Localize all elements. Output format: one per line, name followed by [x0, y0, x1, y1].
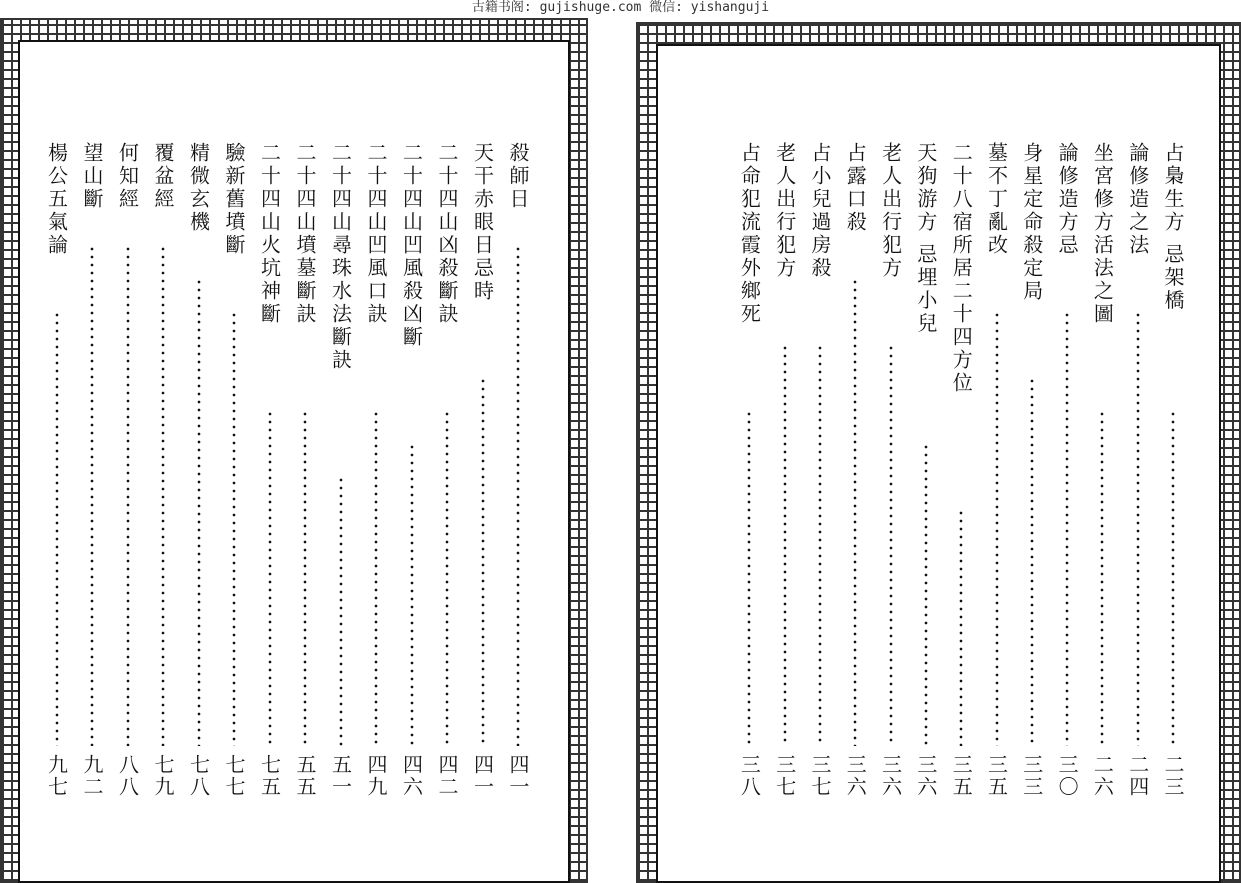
toc-entry-page-number: 三七 [772, 754, 797, 798]
dot-leader [303, 410, 307, 746]
toc-entry-title: 老人出行犯方 [878, 142, 903, 280]
toc-entry [805, 142, 835, 824]
toc-entry-page-number: 七七 [222, 754, 246, 798]
dot-leader [995, 311, 999, 746]
toc-entry-page-number: 五一 [328, 754, 353, 798]
toc-entry-page-number: 三三 [1019, 754, 1044, 798]
toc-entry-title: 何知經 [115, 142, 140, 211]
toc-entry-title: 殺師日 [506, 142, 530, 211]
toc-entry-page-number: 三六 [878, 754, 903, 798]
toc-entry [326, 142, 356, 824]
dot-leader [818, 344, 822, 746]
toc-entry-title: 墓不丁亂改 [984, 142, 1009, 257]
toc-entry-page-number: 三五 [984, 754, 1009, 798]
toc-entry-page-number: 四六 [399, 754, 424, 798]
dot-leader [268, 410, 272, 746]
dot-leader [481, 377, 485, 746]
toc-entry [77, 142, 107, 824]
toc-entry-title: 驗新舊墳斷 [222, 142, 246, 257]
dot-leader [889, 344, 893, 746]
toc-entry [219, 142, 249, 824]
toc-entry-page-number: 四九 [364, 754, 388, 798]
toc-entry [361, 142, 391, 824]
toc-panel-right [656, 44, 1221, 883]
toc-entry [432, 142, 462, 824]
toc-entry [770, 142, 800, 824]
toc-entry [1052, 142, 1082, 824]
toc-entry-title: 占命犯流霞外鄉死 [737, 142, 762, 326]
dot-leader [55, 311, 59, 746]
toc-panel-left [18, 40, 570, 883]
dot-leader [783, 344, 787, 746]
toc-entry-title: 天狗游方 忌埋小兒 [913, 142, 938, 336]
dot-leader [197, 278, 201, 746]
dot-leader [339, 476, 343, 746]
toc-entry [1087, 142, 1117, 824]
toc-entry-title: 占小兒過房殺 [808, 142, 832, 280]
toc-entry [42, 142, 72, 824]
toc-entry-title: 二十四山凹風口訣 [364, 142, 388, 326]
dot-leader [374, 410, 378, 746]
toc-entry [1123, 142, 1153, 824]
toc-entry [503, 142, 533, 824]
toc-entry-page-number: 三六 [843, 754, 868, 798]
toc-entry-page-number: 三八 [737, 754, 762, 798]
toc-entry-title: 論修造之法 [1125, 142, 1150, 257]
dot-leader [410, 443, 414, 746]
toc-entry [840, 142, 870, 824]
toc-entry-page-number: 三〇 [1055, 754, 1080, 798]
toc-entry [1158, 142, 1188, 824]
dot-leader [161, 245, 165, 746]
toc-entry-title: 望山斷 [80, 142, 104, 211]
toc-entry-page-number: 五五 [293, 754, 317, 798]
toc-entry [946, 142, 976, 824]
toc-entry-title: 二十四山凶殺斷訣 [435, 142, 459, 326]
toc-entry-page-number: 七五 [257, 754, 282, 798]
toc-entry [911, 142, 941, 824]
dot-leader [747, 410, 751, 746]
toc-entry-page-number: 二四 [1125, 754, 1150, 798]
toc-entry-title: 二十四山凹風殺凶斷 [399, 142, 424, 349]
toc-entry-title: 二十四山火坑神斷 [257, 142, 282, 326]
toc-entry [184, 142, 214, 824]
toc-entry-title: 二十四山墳墓斷訣 [293, 142, 317, 326]
toc-entry-title: 論修造方忌 [1055, 142, 1080, 257]
toc-entry-title: 占梟生方 忌架橋 [1161, 142, 1185, 313]
dot-leader [1171, 410, 1175, 746]
toc-entry-title: 二十四山尋珠水法斷訣 [328, 142, 353, 372]
toc-entry-page-number: 九二 [80, 754, 104, 798]
dot-leader [232, 311, 236, 746]
toc-entry [113, 142, 143, 824]
toc-entry-page-number: 四一 [470, 754, 495, 798]
left-page [0, 18, 588, 883]
toc-entry-page-number: 二六 [1090, 754, 1115, 798]
toc-entry-title: 覆盆經 [151, 142, 175, 211]
dot-leader [445, 410, 449, 746]
dot-leader [126, 245, 130, 746]
toc-entry [148, 142, 178, 824]
dot-leader [853, 278, 857, 746]
right-page [636, 22, 1241, 883]
toc-entry [982, 142, 1012, 824]
toc-entry-page-number: 三五 [949, 754, 974, 798]
toc-entry-title: 二十八宿所居二十四方位 [949, 142, 974, 395]
toc-entry-title: 楊公五氣論 [44, 142, 69, 257]
toc-entry-page-number: 二三 [1161, 754, 1185, 798]
toc-entry [876, 142, 906, 824]
dot-leader [1065, 311, 1069, 746]
toc-entry [468, 142, 498, 824]
dot-leader [90, 245, 94, 746]
toc-entry-page-number: 三六 [913, 754, 938, 798]
toc-entry [255, 142, 285, 824]
toc-entry-page-number: 四二 [435, 754, 459, 798]
toc-entry-title: 天干赤眼日忌時 [470, 142, 495, 303]
toc-entry [397, 142, 427, 824]
toc-entry-title: 坐宮修方活法之圖 [1090, 142, 1115, 326]
toc-entry [1017, 142, 1047, 824]
dot-leader [959, 509, 963, 746]
toc-entry [290, 142, 320, 824]
watermark-text: 古籍书阁: gujishuge.com 微信: yishanguji [471, 0, 770, 15]
toc-entry-title: 占露口殺 [843, 142, 868, 234]
toc-entry-page-number: 四一 [506, 754, 530, 798]
toc-entry [734, 142, 764, 824]
toc-entry-page-number: 八八 [115, 754, 140, 798]
toc-entry-title: 身星定命殺定局 [1019, 142, 1044, 303]
toc-entry-title: 精微玄機 [186, 142, 211, 234]
dot-leader [1136, 311, 1140, 746]
dot-leader [516, 245, 520, 746]
toc-entry-page-number: 三七 [808, 754, 832, 798]
toc-entry-page-number: 七九 [151, 754, 175, 798]
toc-entry-title: 老人出行犯方 [772, 142, 797, 280]
toc-entry-page-number: 七八 [186, 754, 211, 798]
dot-leader [924, 443, 928, 746]
dot-leader [1100, 410, 1104, 746]
dot-leader [1030, 377, 1034, 746]
toc-entry-page-number: 九七 [44, 754, 69, 798]
